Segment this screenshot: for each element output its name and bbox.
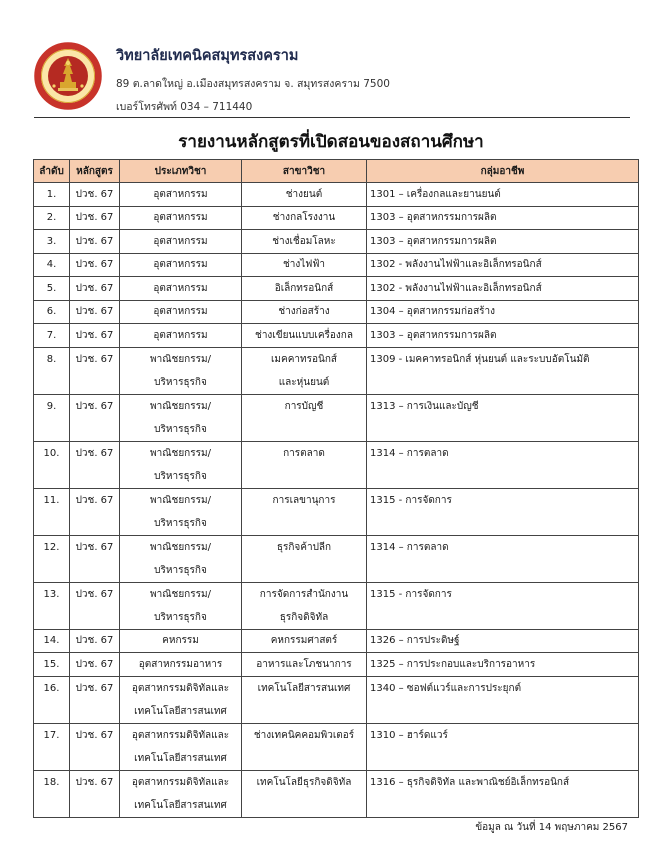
row-number xyxy=(34,723,70,770)
subject-type-line: อุตสาหกรรม xyxy=(153,212,208,224)
subject-type-cell xyxy=(120,300,242,324)
subject-type-line: อุตสาหกรรม xyxy=(153,306,208,318)
row-number-text: 14. xyxy=(43,635,60,647)
subject-type-line: อุตสาหกรรม xyxy=(153,235,208,247)
occupation-cluster-text: 1315 - การจัดการ xyxy=(370,588,452,600)
curriculum-text: ปวช. 67 xyxy=(75,306,114,318)
subject-type-cell xyxy=(120,676,242,723)
subject-type-line: บริหารธุรกิจ xyxy=(154,470,207,482)
subject-type-cell xyxy=(120,723,242,770)
major-cell xyxy=(242,629,367,653)
subject-type-line: อุตสาหกรรมดิจิทัลและ xyxy=(131,729,230,741)
major-line: อาหารและโภชนาการ xyxy=(256,658,352,670)
major-cell xyxy=(242,535,367,582)
subject-type-cell xyxy=(120,629,242,653)
subject-type-line: พาณิชยกรรม/ xyxy=(150,541,211,553)
subject-type-cell xyxy=(120,535,242,582)
curriculum-cell xyxy=(70,653,120,677)
major-line: การตลาด xyxy=(283,447,325,459)
curriculum-cell xyxy=(70,347,120,394)
major-line: คหกรรมศาสตร์ xyxy=(270,635,338,647)
occupation-cluster-cell xyxy=(367,488,639,535)
subject-type-cell xyxy=(120,230,242,254)
row-number-text: 9. xyxy=(46,400,57,412)
table-row xyxy=(34,488,639,535)
subject-type-line: อุตสาหกรรมอาหาร xyxy=(138,658,223,670)
occupation-cluster-cell xyxy=(367,535,639,582)
row-number xyxy=(34,582,70,629)
curriculum-text: ปวช. 67 xyxy=(75,259,114,271)
major-cell xyxy=(242,300,367,324)
occupation-cluster-cell xyxy=(367,723,639,770)
occupation-cluster-text: 1340 – ซอฟต์แวร์และการประยุกต์ xyxy=(370,682,522,694)
row-number-text: 2. xyxy=(46,212,57,224)
row-number xyxy=(34,394,70,441)
occupation-cluster-text: 1301 – เครื่องกลและยานยนต์ xyxy=(370,188,501,200)
subject-type-line: บริหารธุรกิจ xyxy=(154,376,207,388)
table-header-row xyxy=(34,160,639,183)
curriculum-cell xyxy=(70,723,120,770)
col-header-curriculum: หลักสูตร xyxy=(70,160,120,183)
subject-type-cell xyxy=(120,582,242,629)
major-line: ธุรกิจดิจิทัล xyxy=(279,611,329,623)
table-row xyxy=(34,277,639,301)
subject-type-line: บริหารธุรกิจ xyxy=(154,423,207,435)
occupation-cluster-cell xyxy=(367,206,639,230)
curriculum-cell xyxy=(70,441,120,488)
curriculum-text: ปวช. 67 xyxy=(75,541,114,553)
table-row xyxy=(34,535,639,582)
occupation-cluster-cell xyxy=(367,253,639,277)
row-number xyxy=(34,488,70,535)
table-row xyxy=(34,183,639,207)
row-number-text: 15. xyxy=(43,658,60,670)
curriculum-cell xyxy=(70,582,120,629)
row-number-text: 7. xyxy=(46,329,57,341)
table-row xyxy=(34,770,639,817)
occupation-cluster-cell xyxy=(367,277,639,301)
subject-type-line: บริหารธุรกิจ xyxy=(154,564,207,576)
table-row xyxy=(34,347,639,394)
table-row xyxy=(34,676,639,723)
subject-type-line: อุตสาหกรรม xyxy=(153,329,208,341)
curriculum-cell xyxy=(70,206,120,230)
row-number xyxy=(34,324,70,348)
subject-type-cell xyxy=(120,441,242,488)
curriculum-cell xyxy=(70,676,120,723)
major-cell xyxy=(242,394,367,441)
row-number-text: 4. xyxy=(46,259,57,271)
curriculum-text: ปวช. 67 xyxy=(75,588,114,600)
occupation-cluster-cell xyxy=(367,582,639,629)
table-row xyxy=(34,300,639,324)
major-cell xyxy=(242,253,367,277)
row-number xyxy=(34,676,70,723)
row-number xyxy=(34,629,70,653)
subject-type-line: อุตสาหกรรมดิจิทัลและ xyxy=(131,776,230,788)
occupation-cluster-cell xyxy=(367,230,639,254)
major-line: เมคคาทรอนิกส์ xyxy=(271,353,337,365)
table-row xyxy=(34,629,639,653)
occupation-cluster-cell xyxy=(367,347,639,394)
row-number-text: 10. xyxy=(43,447,60,459)
occupation-cluster-text: 1310 – ฮาร์ดแวร์ xyxy=(370,729,448,741)
occupation-cluster-cell xyxy=(367,676,639,723)
occupation-cluster-cell xyxy=(367,653,639,677)
curriculum-text: ปวช. 67 xyxy=(75,235,114,247)
curriculum-cell xyxy=(70,394,120,441)
major-cell xyxy=(242,347,367,394)
major-cell xyxy=(242,324,367,348)
subject-type-line: พาณิชยกรรม/ xyxy=(150,353,211,365)
occupation-cluster-text: 1303 – อุตสาหกรรมการผลิต xyxy=(370,235,497,247)
table-row xyxy=(34,723,639,770)
occupation-cluster-cell xyxy=(367,441,639,488)
subject-type-cell xyxy=(120,653,242,677)
occupation-cluster-text: 1315 - การจัดการ xyxy=(370,494,452,506)
major-line: ช่างเทคนิคคอมพิวเตอร์ xyxy=(253,729,355,741)
row-number xyxy=(34,535,70,582)
occupation-cluster-cell xyxy=(367,629,639,653)
occupation-cluster-cell xyxy=(367,183,639,207)
major-line: การบัญชี xyxy=(284,400,324,412)
curriculum-text: ปวช. 67 xyxy=(75,400,114,412)
occupation-cluster-text: 1325 – การประกอบและบริการอาหาร xyxy=(370,658,536,670)
curriculum-text: ปวช. 67 xyxy=(75,776,114,788)
subject-type-cell xyxy=(120,324,242,348)
occupation-cluster-text: 1303 – อุตสาหกรรมการผลิต xyxy=(370,212,497,224)
subject-type-line: อุตสาหกรรม xyxy=(153,282,208,294)
curriculum-cell xyxy=(70,230,120,254)
subject-type-cell xyxy=(120,488,242,535)
major-cell xyxy=(242,488,367,535)
subject-type-cell xyxy=(120,206,242,230)
row-number xyxy=(34,253,70,277)
subject-type-cell xyxy=(120,347,242,394)
row-number xyxy=(34,230,70,254)
occupation-cluster-text: 1316 – ธุรกิจดิจิทัล และพาณิชย์อิเล็กทรอนิกส์ xyxy=(370,776,570,788)
org-address: 89 ต.ลาดใหญ่ อ.เมืองสมุทรสงคราม จ. สมุทรสงคราม 7500 xyxy=(116,78,390,90)
col-header-no: ลำดับ xyxy=(34,160,70,183)
curriculum-text: ปวช. 67 xyxy=(75,353,114,365)
curriculum-cell xyxy=(70,770,120,817)
occupation-cluster-text: 1309 - เมคคาทรอนิกส์ หุ่นยนต์ และระบบอัตโนมัติ xyxy=(370,353,590,365)
subject-type-line: คหกรรม xyxy=(162,635,199,647)
table-row xyxy=(34,206,639,230)
table-row xyxy=(34,324,639,348)
curriculum-text: ปวช. 67 xyxy=(75,729,114,741)
row-number-text: 18. xyxy=(43,776,60,788)
curriculum-text: ปวช. 67 xyxy=(75,188,114,200)
major-cell xyxy=(242,183,367,207)
table-body xyxy=(34,183,639,818)
curriculum-text: ปวช. 67 xyxy=(75,282,114,294)
report-title: รายงานหลักสูตรที่เปิดสอนของสถานศึกษา xyxy=(178,132,484,152)
occupation-cluster-text: 1313 – การเงินและบัญชี xyxy=(370,400,479,412)
subject-type-line: อุตสาหกรรม xyxy=(153,259,208,271)
major-line: ธุรกิจค้าปลีก xyxy=(276,541,332,553)
curriculum-text: ปวช. 67 xyxy=(75,658,114,670)
curriculum-cell xyxy=(70,629,120,653)
subject-type-line: พาณิชยกรรม/ xyxy=(150,400,211,412)
table-row xyxy=(34,394,639,441)
subject-type-line: พาณิชยกรรม/ xyxy=(150,494,211,506)
curriculum-cell xyxy=(70,183,120,207)
row-number-text: 5. xyxy=(46,282,57,294)
col-header-type: ประเภทวิชา xyxy=(120,160,242,183)
row-number xyxy=(34,441,70,488)
occupation-cluster-text: 1303 – อุตสาหกรรมการผลิต xyxy=(370,329,497,341)
subject-type-line: อุตสาหกรรม xyxy=(153,188,208,200)
row-number-text: 3. xyxy=(46,235,57,247)
major-cell xyxy=(242,582,367,629)
row-number xyxy=(34,770,70,817)
curriculum-text: ปวช. 67 xyxy=(75,212,114,224)
curriculum-cell xyxy=(70,488,120,535)
subject-type-cell xyxy=(120,394,242,441)
occupation-cluster-text: 1302 - พลังงานไฟฟ้าและอิเล็กทรอนิกส์ xyxy=(370,259,542,271)
table-row xyxy=(34,582,639,629)
org-name: วิทยาลัยเทคนิคสมุทรสงคราม xyxy=(116,48,299,64)
occupation-cluster-text: 1314 – การตลาด xyxy=(370,541,449,553)
curriculum-cell xyxy=(70,277,120,301)
subject-type-line: พาณิชยกรรม/ xyxy=(150,588,211,600)
row-number-text: 16. xyxy=(43,682,60,694)
occupation-cluster-text: 1304 – อุตสาหกรรมก่อสร้าง xyxy=(370,306,496,318)
major-line: เทคโนโลยีสารสนเทศ xyxy=(257,682,351,694)
table-row xyxy=(34,441,639,488)
occupation-cluster-cell xyxy=(367,300,639,324)
subject-type-line: เทคโนโลยีสารสนเทศ xyxy=(134,705,227,717)
major-cell xyxy=(242,441,367,488)
subject-type-cell xyxy=(120,770,242,817)
major-line: ช่างไฟฟ้า xyxy=(282,259,326,271)
subject-type-cell xyxy=(120,253,242,277)
college-emblem-icon xyxy=(34,42,102,110)
row-number xyxy=(34,206,70,230)
curriculum-text: ปวช. 67 xyxy=(75,682,114,694)
row-number xyxy=(34,300,70,324)
occupation-cluster-cell xyxy=(367,394,639,441)
curriculum-text: ปวช. 67 xyxy=(75,447,114,459)
subject-type-line: เทคโนโลยีสารสนเทศ xyxy=(134,752,227,764)
row-number xyxy=(34,653,70,677)
major-line: เทคโนโลยีธุรกิจดิจิทัล xyxy=(256,776,352,788)
row-number xyxy=(34,347,70,394)
subject-type-line: เทคโนโลยีสารสนเทศ xyxy=(134,799,227,811)
row-number xyxy=(34,277,70,301)
major-cell xyxy=(242,723,367,770)
row-number xyxy=(34,183,70,207)
curriculum-cell xyxy=(70,253,120,277)
subject-type-line: พาณิชยกรรม/ xyxy=(150,447,211,459)
curriculum-cell xyxy=(70,535,120,582)
col-header-cluster: กลุ่มอาชีพ xyxy=(367,160,639,183)
subject-type-line: อุตสาหกรรมดิจิทัลและ xyxy=(131,682,230,694)
curriculum-text: ปวช. 67 xyxy=(75,329,114,341)
table-row xyxy=(34,653,639,677)
major-line: อิเล็กทรอนิกส์ xyxy=(274,282,334,294)
row-number-text: 1. xyxy=(46,188,57,200)
major-line: ช่างเขียนแบบเครื่องกล xyxy=(255,329,353,341)
major-line: การเลขานุการ xyxy=(272,494,336,506)
table-row xyxy=(34,253,639,277)
data-date-note: ข้อมูล ณ วันที่ 14 พฤษภาคม 2567 xyxy=(475,822,628,833)
subject-type-cell xyxy=(120,183,242,207)
row-number-text: 6. xyxy=(46,306,57,318)
major-line: ช่างก่อสร้าง xyxy=(278,306,330,318)
major-line: และหุ่นยนต์ xyxy=(278,376,330,388)
row-number-text: 12. xyxy=(43,541,60,553)
row-number-text: 8. xyxy=(46,353,57,365)
curriculum-text: ปวช. 67 xyxy=(75,635,114,647)
courses-table xyxy=(33,159,639,818)
curriculum-cell xyxy=(70,324,120,348)
occupation-cluster-text: 1302 - พลังงานไฟฟ้าและอิเล็กทรอนิกส์ xyxy=(370,282,542,294)
major-line: การจัดการสำนักงาน xyxy=(259,588,349,600)
major-cell xyxy=(242,277,367,301)
major-line: ช่างยนต์ xyxy=(285,188,323,200)
major-line: ช่างกลโรงงาน xyxy=(272,212,336,224)
row-number-text: 17. xyxy=(43,729,60,741)
subject-type-line: บริหารธุรกิจ xyxy=(154,611,207,623)
curriculum-text: ปวช. 67 xyxy=(75,494,114,506)
curriculum-cell xyxy=(70,300,120,324)
header-divider xyxy=(34,117,630,118)
org-phone: เบอร์โทรศัพท์ 034 – 711440 xyxy=(116,101,253,113)
row-number-text: 11. xyxy=(43,494,60,506)
major-cell xyxy=(242,770,367,817)
major-cell xyxy=(242,206,367,230)
occupation-cluster-text: 1326 – การประดิษฐ์ xyxy=(370,635,460,647)
table-row xyxy=(34,230,639,254)
occupation-cluster-text: 1314 – การตลาด xyxy=(370,447,449,459)
subject-type-cell xyxy=(120,277,242,301)
occupation-cluster-cell xyxy=(367,770,639,817)
subject-type-line: บริหารธุรกิจ xyxy=(154,517,207,529)
major-cell xyxy=(242,676,367,723)
occupation-cluster-cell xyxy=(367,324,639,348)
major-cell xyxy=(242,230,367,254)
major-line: ช่างเชื่อมโลหะ xyxy=(272,235,336,247)
major-cell xyxy=(242,653,367,677)
col-header-major: สาขาวิชา xyxy=(242,160,367,183)
row-number-text: 13. xyxy=(43,588,60,600)
